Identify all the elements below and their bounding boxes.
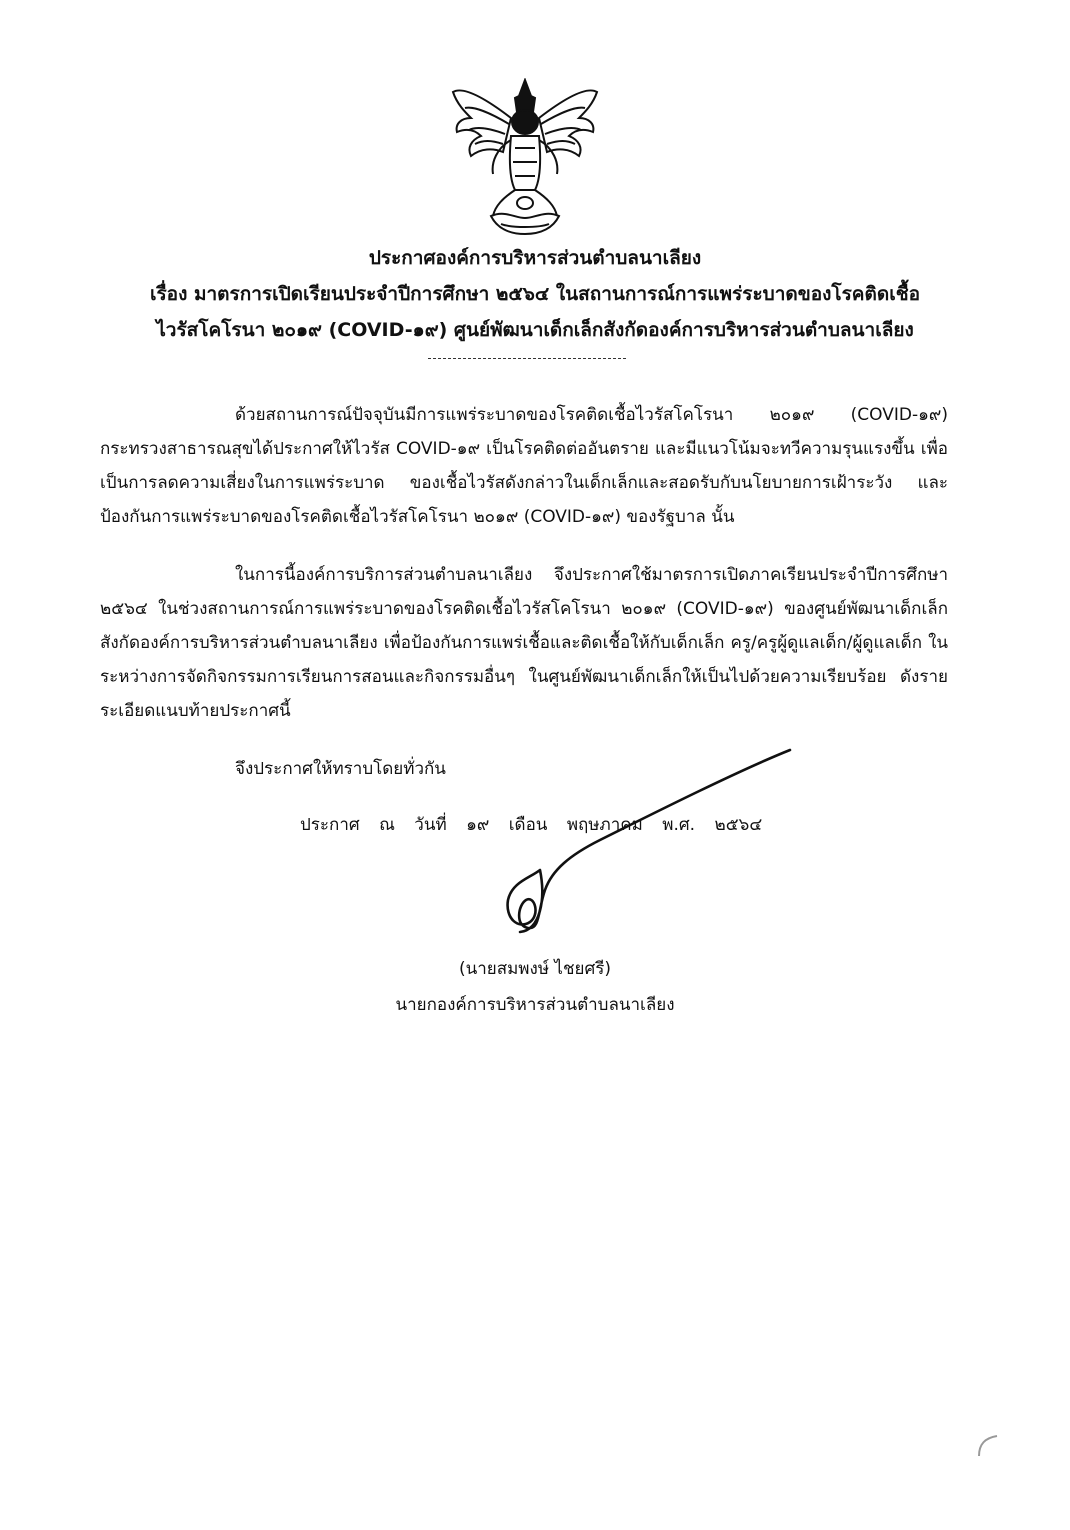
garuda-emblem-icon [445, 78, 605, 243]
date-day: ๑๙ [466, 815, 490, 835]
date-day-label: วันที่ [414, 815, 447, 835]
announcement-date [300, 808, 776, 842]
corner-scan-mark [975, 1430, 1005, 1460]
date-year: ๒๕๖๔ [714, 815, 763, 835]
date-era: พ.ศ. [662, 815, 696, 835]
date-at: ณ [379, 815, 395, 835]
closing-statement: จึงประกาศให้ทราบโดยทั่วกัน [235, 759, 446, 779]
date-prefix: ประกาศ [300, 815, 360, 835]
announcement-subject-line1: เรื่อง มาตรการเปิดเรียนประจำปีการศึกษา ๒๕๖๔ ในสถานการณ์การแพร่ระบาดของโรคติดเชื้อ [149, 283, 920, 305]
announcement-heading: ประกาศองค์การบริหารส่วนตำบลนาเลียง [368, 247, 702, 269]
body-paragraph-2: ในการนี้องค์การบริการส่วนตำบลนาเลียง จึงประกาศใช้มาตรการเปิดภาคเรียนประจำปีการศึกษา ๒๕๖๔ ในช่วงสถานการณ์การแพร่ระบาดของโรคติดเชื้อไวรัสโคโรนา ๒๐๑๙ (COVID-๑๙) ของศูนย์พัฒนาเด็กเล็กสังกัดองค์การบริหารส่วนตำบลนาเลียง เพื่อป้องกันการแพร่เชื้อและติดเชื้อให้กับเด็กเล็ก ครู/ครูผู้ดูแลเด็ก/ผู้ดูแลเด็ก ในระหว่างการจัดกิจกรรมการเรียนการสอนและกิจกรรมอื่นๆ ในศูนย์พัฒนาเด็กเล็กให้เป็นไปด้วยความเรียบร้อย ดังรายระเอียดแนบท้ายประกาศนี้ [100, 565, 948, 721]
date-month-label: เดือน [508, 815, 548, 835]
signer-title: นายกองค์การบริหารส่วนตำบลนาเลียง [395, 995, 675, 1015]
title-divider [428, 358, 626, 359]
body-paragraph-1: ด้วยสถานการณ์ปัจจุบันมีการแพร่ระบาดของโรคติดเชื้อไวรัสโคโรนา ๒๐๑๙ (COVID-๑๙) กระทรวงสาธารณสุขได้ประกาศให้ไวรัส COVID-๑๙ เป็นโรคติดต่ออันตราย และมีแนวโน้มจะทวีความรุนแรงขึ้น เพื่อเป็นการลดความเสี่ยงในการแพร่ระบาด ของเชื้อไวรัสดังกล่าวในเด็กเล็กและสอดรับกับนโยบายการเฝ้าระวัง และป้องกันการแพร่ระบาดของโรคติดเชื้อไวรัสโคโรนา ๒๐๑๙ (COVID-๑๙) ของรัฐบาล นั้น [100, 405, 948, 527]
signer-name: (นายสมพงษ์ ไชยศรี) [458, 959, 612, 979]
date-month: พฤษภาคม [566, 815, 643, 835]
announcement-subject-line2: ไวรัสโคโรนา ๒๐๑๙ (COVID-๑๙) ศูนย์พัฒนาเด็กเล็กสังกัดองค์การบริหารส่วนตำบลนาเลียง [156, 319, 914, 341]
